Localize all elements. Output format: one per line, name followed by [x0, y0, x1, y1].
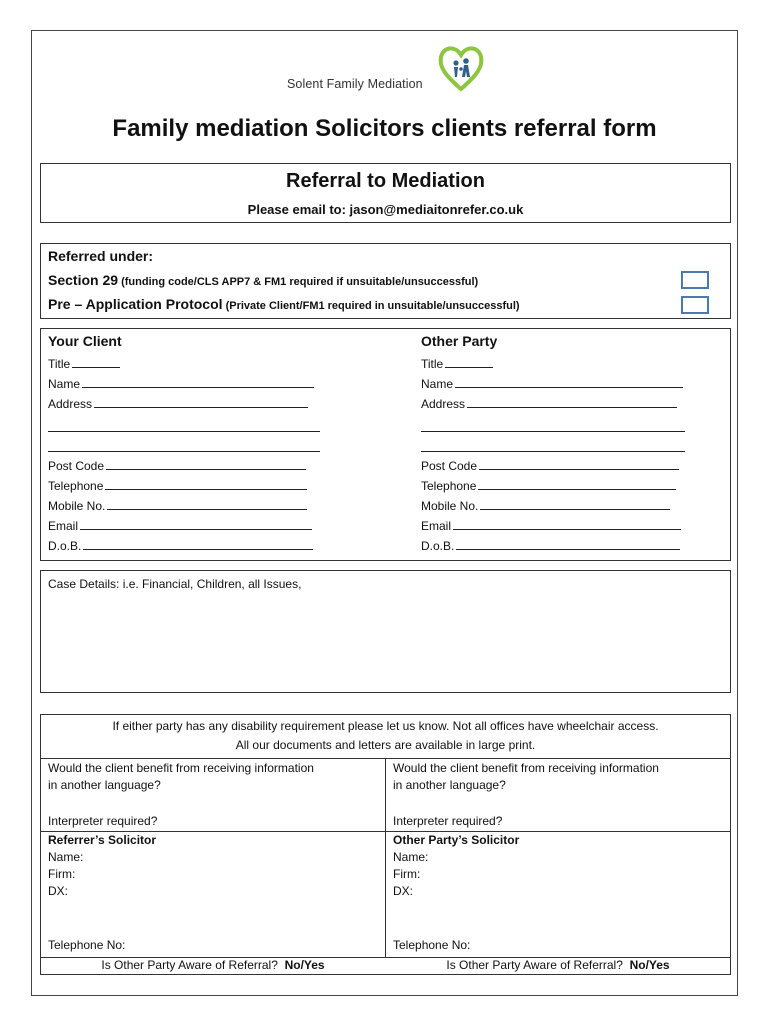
referrer-solicitor-heading: Referrer’s Solicitor: [48, 833, 157, 847]
client-email-label: Email: [48, 519, 79, 533]
referral-heading: Referral to Mediation: [286, 170, 485, 192]
column-divider: [385, 758, 386, 957]
logo: [287, 39, 507, 97]
client-dob-field[interactable]: [48, 539, 313, 553]
other-title-label: Title: [421, 357, 444, 371]
other-solicitor-firm[interactable]: Firm:: [393, 867, 421, 881]
case-details-box[interactable]: [40, 570, 731, 693]
section-29-checkbox[interactable]: [681, 271, 709, 289]
client-language-question: Would the client benefit from receiving information: [48, 761, 314, 775]
other-address-line-2[interactable]: [421, 431, 685, 432]
referred-under-box: [40, 243, 731, 319]
logo-text: Solent Family Mediation: [287, 77, 423, 91]
other-language-question-2: in another language?: [393, 778, 506, 792]
other-postcode-label: Post Code: [421, 459, 478, 473]
other-address-label: Address: [421, 397, 466, 411]
client-telephone-field[interactable]: [48, 479, 307, 493]
client-postcode-label: Post Code: [48, 459, 105, 473]
section-29-option: [48, 272, 478, 288]
other-solicitor-telephone[interactable]: Telephone No:: [393, 938, 471, 952]
referrer-dx[interactable]: DX:: [48, 884, 69, 898]
other-solicitor-heading: Other Party’s Solicitor: [393, 833, 520, 847]
client-title-field[interactable]: [48, 357, 120, 371]
page-title: Family mediation Solicitors clients referral form: [112, 115, 657, 142]
pre-application-checkbox[interactable]: [681, 296, 709, 314]
client-dob-label: D.o.B.: [48, 539, 82, 553]
other-interpreter[interactable]: Interpreter required?: [393, 814, 503, 828]
pre-application-option: [48, 296, 520, 312]
other-language-question: Would the client benefit from receiving information: [393, 761, 659, 775]
client-email-field[interactable]: [48, 519, 312, 533]
other-solicitor-dx[interactable]: DX:: [393, 884, 414, 898]
client-interpreter[interactable]: Interpreter required?: [48, 814, 158, 828]
other-aware-question[interactable]: [386, 958, 730, 972]
other-name-label: Name: [421, 377, 454, 391]
client-mobile-field[interactable]: [48, 499, 307, 513]
client-address-label: Address: [48, 397, 93, 411]
other-postcode-field[interactable]: [421, 459, 679, 473]
client-name-field[interactable]: [48, 377, 314, 391]
aware-answer-right[interactable]: No/Yes: [629, 958, 670, 972]
client-address-line-3[interactable]: [48, 451, 320, 452]
aware-answer-left[interactable]: No/Yes: [284, 958, 325, 972]
large-print-note: All our documents and letters are available in large print.: [235, 738, 536, 752]
other-solicitor-name[interactable]: Name:: [393, 850, 429, 864]
other-mobile-field[interactable]: [421, 499, 670, 513]
client-aware-question[interactable]: [41, 958, 385, 972]
referrer-telephone[interactable]: Telephone No:: [48, 938, 126, 952]
case-details-label: Case Details: i.e. Financial, Children, all Issues,: [48, 577, 302, 591]
other-email-field[interactable]: [421, 519, 681, 533]
section-29-note: (funding code/CLS APP7 & FM1 required if unsuitable/unsuccessful): [118, 276, 479, 288]
referrer-firm[interactable]: Firm:: [48, 867, 76, 881]
other-address-field[interactable]: [421, 397, 677, 411]
pre-application-label: Pre – Application Protocol: [48, 296, 223, 312]
other-telephone-label: Telephone: [421, 479, 477, 493]
details-table: [40, 714, 731, 975]
disability-note: If either party has any disability requirement please let us know. Not all offices have wheelchair access.: [112, 719, 659, 733]
other-dob-label: D.o.B.: [421, 539, 455, 553]
other-telephone-field[interactable]: [421, 479, 676, 493]
other-mobile-label: Mobile No.: [421, 499, 479, 513]
client-address-field[interactable]: [48, 397, 308, 411]
other-address-line-3[interactable]: [421, 451, 685, 452]
other-title-field[interactable]: [421, 357, 493, 371]
parties-box: [40, 328, 731, 561]
other-language-cell[interactable]: [393, 760, 727, 794]
pre-application-note: (Private Client/FM1 required in unsuitable/unsuccessful): [222, 300, 520, 312]
other-name-field[interactable]: [421, 377, 683, 391]
section-29-label: Section 29: [48, 272, 119, 288]
aware-question-left: Is Other Party Aware of Referral?: [101, 958, 278, 972]
referral-box: [40, 163, 731, 223]
other-dob-field[interactable]: [421, 539, 680, 553]
client-mobile-label: Mobile No.: [48, 499, 106, 513]
client-postcode-field[interactable]: [48, 459, 306, 473]
your-client-heading: Your Client: [48, 333, 122, 349]
referral-email: Please email to: jason@mediaitonrefer.co.uk: [247, 202, 524, 217]
client-language-cell[interactable]: [48, 760, 380, 794]
other-party-heading: Other Party: [421, 333, 498, 349]
client-address-line-2[interactable]: [48, 431, 320, 432]
referred-under-heading: Referred under:: [48, 248, 154, 264]
heart-family-logo-icon: [437, 41, 485, 93]
client-telephone-label: Telephone: [48, 479, 104, 493]
aware-question-right: Is Other Party Aware of Referral?: [446, 958, 623, 972]
client-name-label: Name: [48, 377, 81, 391]
other-email-label: Email: [421, 519, 452, 533]
referrer-name[interactable]: Name:: [48, 850, 84, 864]
referral-form-page: [31, 30, 738, 996]
client-language-question-2: in another language?: [48, 778, 161, 792]
client-title-label: Title: [48, 357, 71, 371]
